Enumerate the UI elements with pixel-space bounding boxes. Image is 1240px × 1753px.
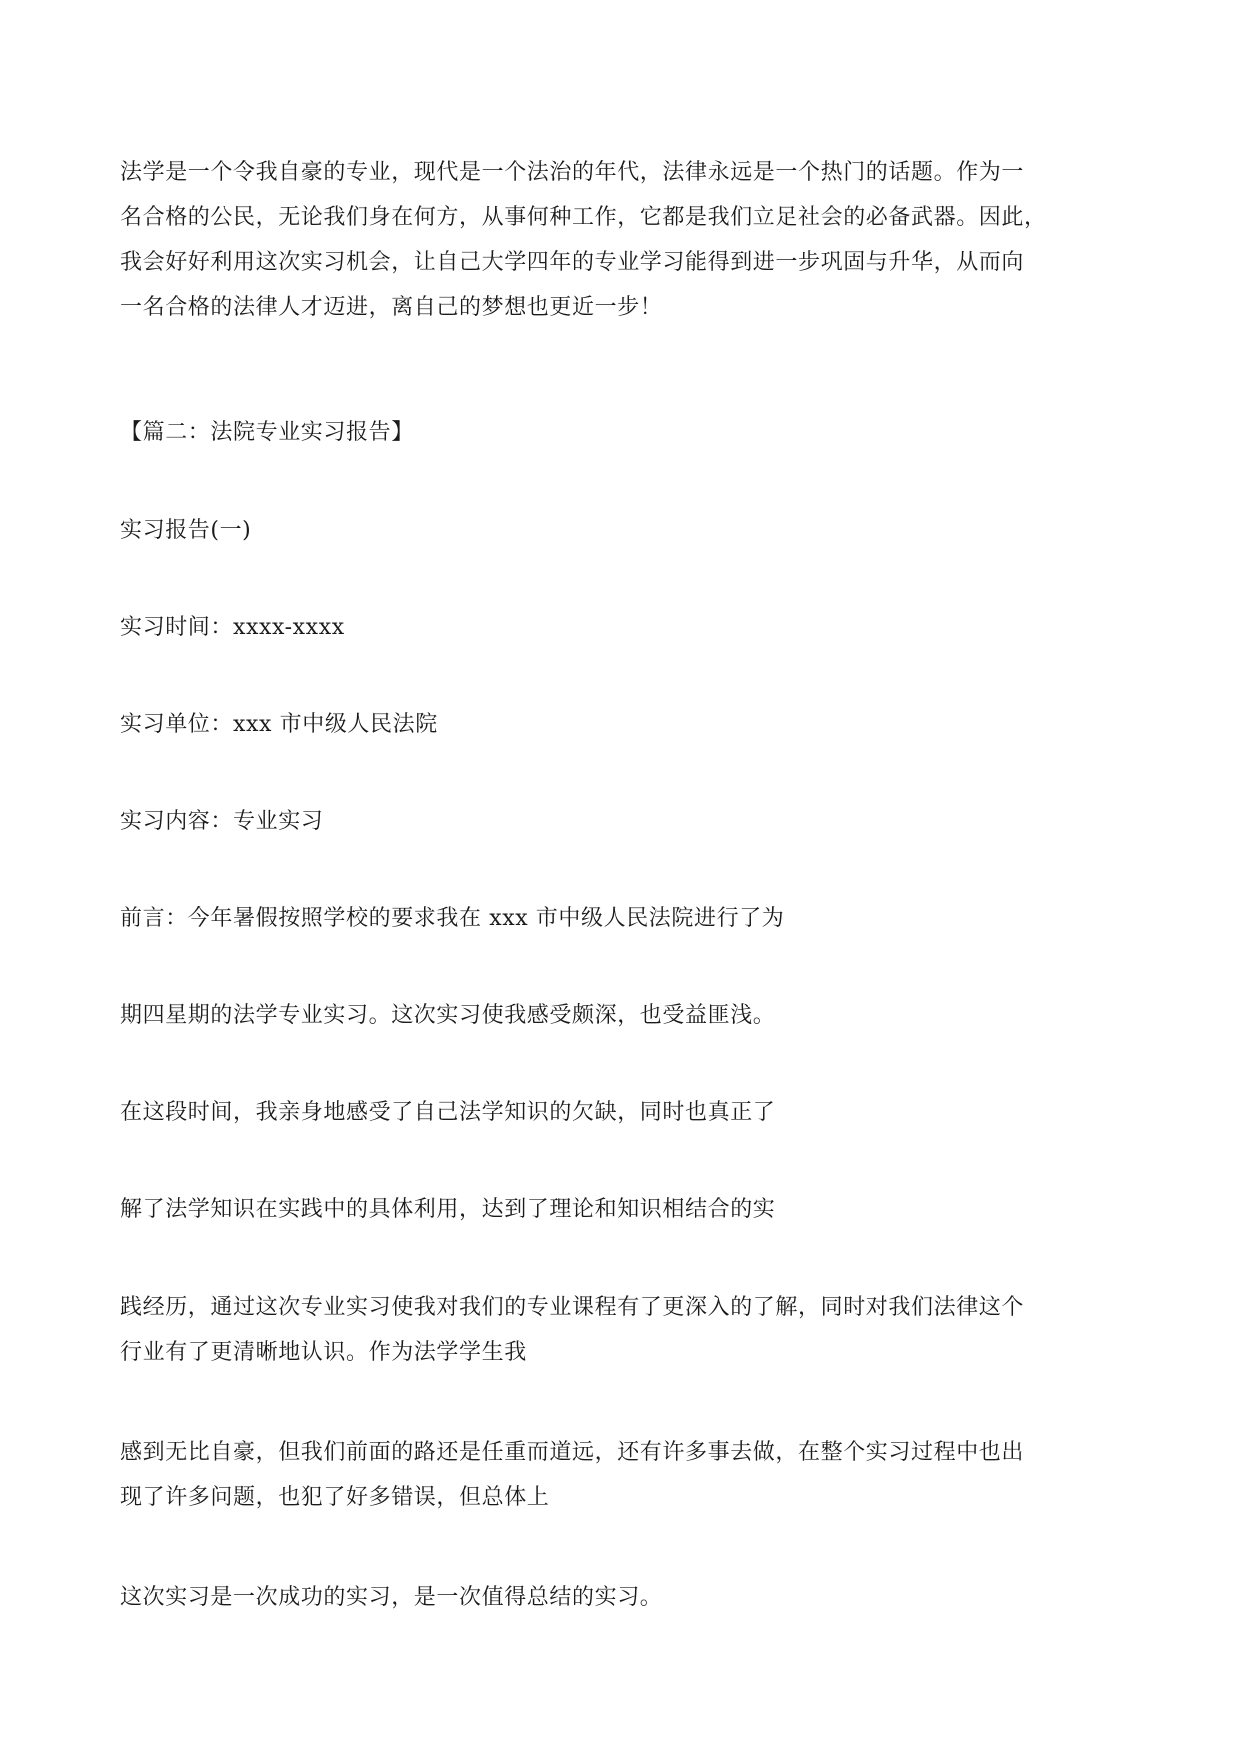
paragraph-line: 感到无比自豪，但我们前面的路还是任重而道远，还有许多事去做，在整个实习过程中也出 bbox=[120, 1440, 1025, 1465]
body-paragraph-3: 在这段时间，我亲身地感受了自己法学知识的欠缺，同时也真正了 bbox=[120, 1100, 776, 1125]
internship-time: 实习时间：xxxx-xxxx bbox=[120, 615, 345, 640]
internship-content: 实习内容：专业实习 bbox=[120, 809, 324, 834]
body-paragraph-6 bbox=[120, 1430, 1130, 1520]
report-title: 实习报告(一) bbox=[120, 518, 252, 543]
body-paragraph-1: 前言：今年暑假按照学校的要求我在 xxx 市中级人民法院进行了为 bbox=[120, 906, 785, 931]
paragraph-line: 行业有了更清晰地认识。作为法学学生我 bbox=[120, 1340, 527, 1365]
paragraph-line: 现了许多问题，也犯了好多错误，但总体上 bbox=[120, 1485, 550, 1510]
paragraph-line: 践经历，通过这次专业实习使我对我们的专业课程有了更深入的了解，同时对我们法律这个 bbox=[120, 1295, 1025, 1320]
intro-line: 法学是一个令我自豪的专业，现代是一个法治的年代，法律永远是一个热门的话题。作为一 bbox=[120, 160, 1025, 185]
body-paragraph-7: 这次实习是一次成功的实习，是一次值得总结的实习。 bbox=[120, 1585, 663, 1610]
internship-unit: 实习单位：xxx 市中级人民法院 bbox=[120, 712, 438, 737]
intro-paragraph bbox=[120, 150, 1130, 330]
section-heading: 【篇二：法院专业实习报告】 bbox=[120, 420, 414, 445]
intro-line: 名合格的公民，无论我们身在何方，从事何种工作，它都是我们立足社会的必备武器。因此， bbox=[120, 205, 1047, 230]
body-paragraph-5 bbox=[120, 1285, 1130, 1375]
intro-line: 一名合格的法律人才迈进，离自己的梦想也更近一步！ bbox=[120, 295, 663, 320]
body-paragraph-4: 解了法学知识在实践中的具体利用，达到了理论和知识相结合的实 bbox=[120, 1197, 776, 1222]
body-paragraph-2: 期四星期的法学专业实习。这次实习使我感受颇深，也受益匪浅。 bbox=[120, 1003, 776, 1028]
intro-line: 我会好好利用这次实习机会，让自己大学四年的专业学习能得到进一步巩固与升华，从而向 bbox=[120, 250, 1025, 275]
